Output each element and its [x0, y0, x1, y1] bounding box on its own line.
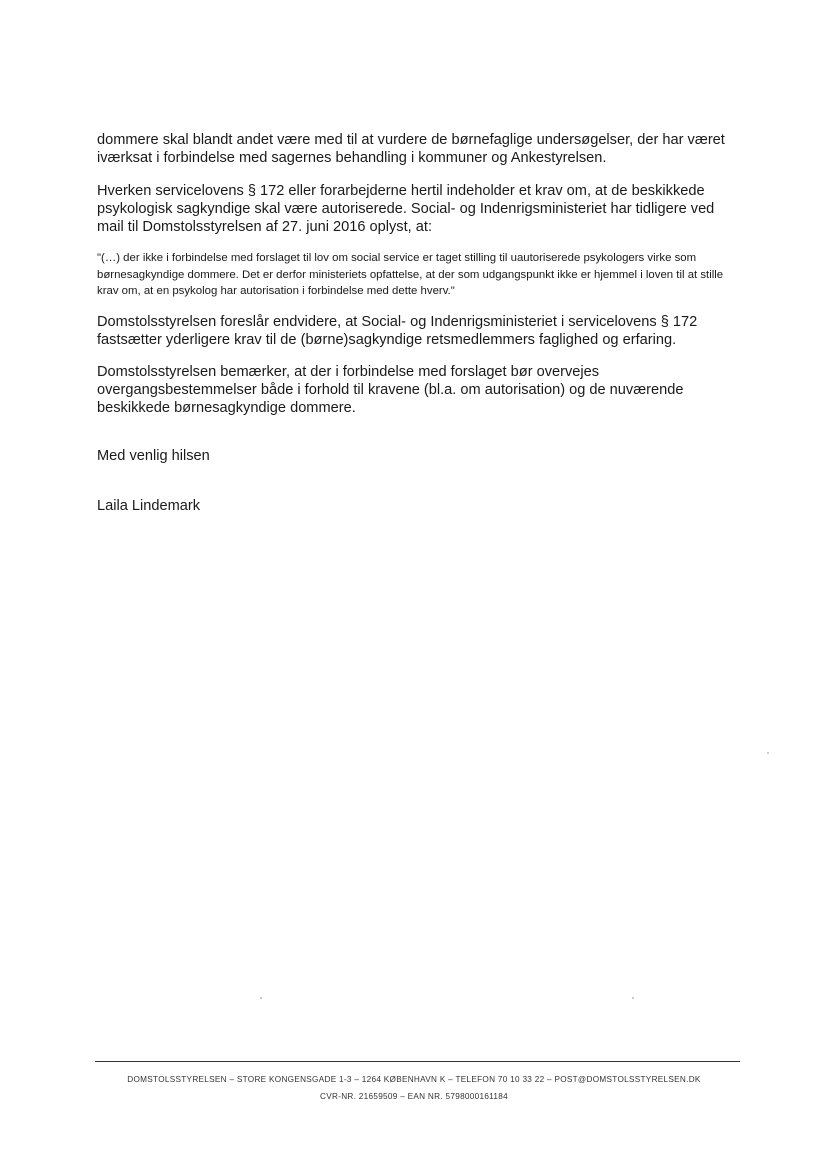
signature-name: Laila Lindemark [97, 498, 201, 514]
footer-divider [95, 1061, 740, 1062]
paragraph-proposal: Domstolsstyrelsen foreslår endvidere, at Social- og Indenrigsministeriet i servicelovens § 172 fastsætter yderligere krav til de (børne)sagkyndige retsmedlemmers faglighed og erfaring. [97, 314, 698, 348]
scan-speck [260, 997, 262, 999]
footer-address: DOMSTOLSSTYRELSEN – STORE KONGENSGADE 1-3 – 1264 KØBENHAVN K – TELEFON 70 10 33 22 – POST@DOMSTOLSSTYRELSEN.DK [127, 1075, 701, 1084]
paragraph-legal-basis: Hverken servicelovens § 172 eller forarbejderne hertil indeholder et krav om, at de beskikkede psykologisk sagkyndige skal være autoriserede. Social- og Indenrigsministeriet har tidligere ved mail til Domstolsstyrelsen af 27. juni 2016 oplyst, at: [97, 183, 715, 235]
scan-speck [632, 997, 634, 999]
paragraph-intro: dommere skal blandt andet være med til at vurdere de børnefaglige undersøgelser, der har været iværksat i forbindelse med sagernes behandling i kommuner og Ankestyrelsen. [97, 132, 725, 166]
closing-greeting: Med venlig hilsen [97, 448, 210, 464]
ministry-quote: "(…) der ikke i forbindelse med forslaget til lov om social service er taget stilling til uautoriserede psykologers virke som børnesagkyndige dommere. Det er derfor ministeriets opfattelse, at der som udgangspunkt ikke er hjemmel i loven til at stille krav om, at en psykolog har autorisation i forbindelse med dette hverv." [97, 252, 724, 297]
scan-speck [767, 752, 769, 754]
paragraph-transition: Domstolsstyrelsen bemærker, at der i forbindelse med forslaget bør overvejes overgangsbestemmelser både i forhold til kravene (bl.a. om autorisation) og de nuværende beskikkede børnesagkyndige dommere. [97, 364, 684, 416]
footer-registration: CVR-NR. 21659509 – EAN NR. 5798000161184 [320, 1092, 508, 1101]
